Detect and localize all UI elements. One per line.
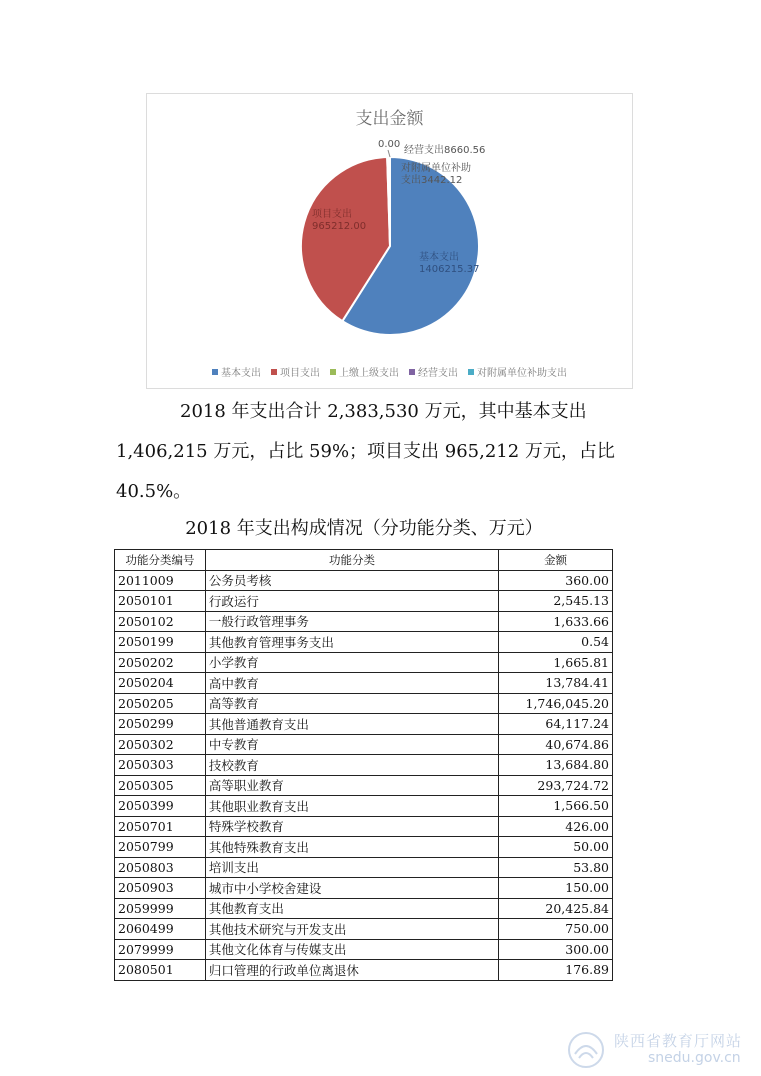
row-code: 2050299: [115, 714, 206, 735]
table-row: [115, 714, 613, 735]
pie-data-label: 基本支出 1406215.37: [419, 252, 480, 275]
row-category: 高中教育: [205, 673, 498, 694]
legend-label: 基本支出: [221, 368, 261, 379]
watermark-site-name: 陕西省教育厅网站: [614, 1032, 743, 1050]
legend-label: 经营支出: [418, 368, 458, 379]
row-category: 城市中小学校舍建设: [205, 878, 498, 899]
row-amount: 293,724.72: [499, 775, 613, 796]
legend-swatch: [409, 369, 415, 375]
row-code: 2050305: [115, 775, 206, 796]
row-amount: 53.80: [499, 857, 613, 878]
row-code: 2050101: [115, 591, 206, 612]
row-amount: 1,746,045.20: [499, 693, 613, 714]
table-row: [115, 693, 613, 714]
row-category: 高等职业教育: [205, 775, 498, 796]
table-row: [115, 898, 613, 919]
legend-swatch: [212, 369, 218, 375]
row-category: 其他教育支出: [205, 898, 498, 919]
table-row: [115, 611, 613, 632]
row-amount: 1,566.50: [499, 796, 613, 817]
column-header: 功能分类: [205, 550, 498, 571]
row-category: 技校教育: [205, 755, 498, 776]
row-code: 2050399: [115, 796, 206, 817]
table-header-row: [115, 550, 613, 571]
row-code: 2050205: [115, 693, 206, 714]
row-amount: 50.00: [499, 837, 613, 858]
row-amount: 0.54: [499, 632, 613, 653]
row-amount: 426.00: [499, 816, 613, 837]
pie-leader-line: [388, 150, 390, 157]
row-code: 2050303: [115, 755, 206, 776]
table-row: [115, 652, 613, 673]
legend-swatch: [271, 369, 277, 375]
table-row: [115, 755, 613, 776]
row-category: 培训支出: [205, 857, 498, 878]
row-category: 其他技术研究与开发支出: [205, 919, 498, 940]
row-amount: 150.00: [499, 878, 613, 899]
site-watermark: [566, 1026, 756, 1074]
summary-line: 2018 年支出合计 2,383,530 万元，其中基本支出: [180, 401, 587, 422]
legend-item: [271, 364, 320, 379]
row-category: 小学教育: [205, 652, 498, 673]
legend-swatch: [330, 369, 336, 375]
row-amount: 2,545.13: [499, 591, 613, 612]
row-category: 其他文化体育与传媒支出: [205, 939, 498, 960]
row-code: 2050302: [115, 734, 206, 755]
column-header: 功能分类编号: [115, 550, 206, 571]
row-amount: 300.00: [499, 939, 613, 960]
row-category: 归口管理的行政单位离退休: [205, 960, 498, 981]
table-row: [115, 857, 613, 878]
table-row: [115, 673, 613, 694]
row-category: 高等教育: [205, 693, 498, 714]
row-amount: 176.89: [499, 960, 613, 981]
row-code: 2050202: [115, 652, 206, 673]
table-row: [115, 816, 613, 837]
pie-data-label: 经营支出8660.56: [404, 145, 486, 156]
pie-data-label: 项目支出 965212.00: [312, 209, 367, 232]
row-code: 2079999: [115, 939, 206, 960]
row-category: 公务员考核: [205, 570, 498, 591]
summary-paragraph: [116, 392, 646, 512]
row-category: 中专教育: [205, 734, 498, 755]
pie-chart: [146, 93, 633, 389]
table-row: [115, 939, 613, 960]
row-code: 2011009: [115, 570, 206, 591]
row-category: 特殊学校教育: [205, 816, 498, 837]
row-category: 其他教育管理事务支出: [205, 632, 498, 653]
row-amount: 20,425.84: [499, 898, 613, 919]
chart-legend: [147, 364, 632, 379]
chart-title: 支出金额: [355, 109, 424, 129]
table-row: [115, 878, 613, 899]
row-category: 其他职业教育支出: [205, 796, 498, 817]
pie-slice: [389, 157, 390, 246]
table-title: 2018 年支出构成情况（分功能分类、万元）: [185, 518, 543, 539]
row-amount: 40,674.86: [499, 734, 613, 755]
edu-logo-icon: [566, 1030, 606, 1070]
table-row: [115, 591, 613, 612]
legend-item: [468, 364, 567, 379]
pie-data-label: 0.00: [378, 139, 401, 150]
legend-label: 上缴上级支出: [339, 368, 399, 379]
legend-label: 项目支出: [280, 368, 320, 379]
row-code: 2050199: [115, 632, 206, 653]
row-code: 2050204: [115, 673, 206, 694]
row-category: 其他普通教育支出: [205, 714, 498, 735]
table-row: [115, 570, 613, 591]
row-amount: 1,665.81: [499, 652, 613, 673]
legend-item: [212, 364, 261, 379]
summary-line: 1,406,215 万元，占比 59%；项目支出 965,212 万元，占比: [116, 441, 615, 462]
table-row: [115, 632, 613, 653]
row-code: 2050903: [115, 878, 206, 899]
table-row: [115, 796, 613, 817]
legend-swatch: [468, 369, 474, 375]
row-code: 2080501: [115, 960, 206, 981]
table-row: [115, 837, 613, 858]
row-category: 其他特殊教育支出: [205, 837, 498, 858]
row-amount: 64,117.24: [499, 714, 613, 735]
row-code: 2060499: [115, 919, 206, 940]
legend-item: [330, 364, 399, 379]
pie-plot: [147, 94, 634, 390]
row-amount: 360.00: [499, 570, 613, 591]
row-code: 2050803: [115, 857, 206, 878]
row-code: 2050701: [115, 816, 206, 837]
expenditure-table: [114, 549, 613, 981]
row-amount: 750.00: [499, 919, 613, 940]
row-amount: 13,684.80: [499, 755, 613, 776]
row-amount: 13,784.41: [499, 673, 613, 694]
row-code: 2050799: [115, 837, 206, 858]
row-category: 行政运行: [205, 591, 498, 612]
summary-line: 40.5%。: [116, 481, 192, 502]
table-row: [115, 919, 613, 940]
row-code: 2059999: [115, 898, 206, 919]
table-row: [115, 960, 613, 981]
row-amount: 1,633.66: [499, 611, 613, 632]
watermark-domain: snedu.gov.cn: [648, 1050, 741, 1066]
table-row: [115, 775, 613, 796]
legend-label: 对附属单位补助支出: [477, 368, 567, 379]
legend-item: [409, 364, 458, 379]
table-row: [115, 734, 613, 755]
pie-data-label: 对附属单位补助支出3442.12: [401, 163, 471, 186]
row-category: 一般行政管理事务: [205, 611, 498, 632]
column-header: 金额: [499, 550, 613, 571]
row-code: 2050102: [115, 611, 206, 632]
